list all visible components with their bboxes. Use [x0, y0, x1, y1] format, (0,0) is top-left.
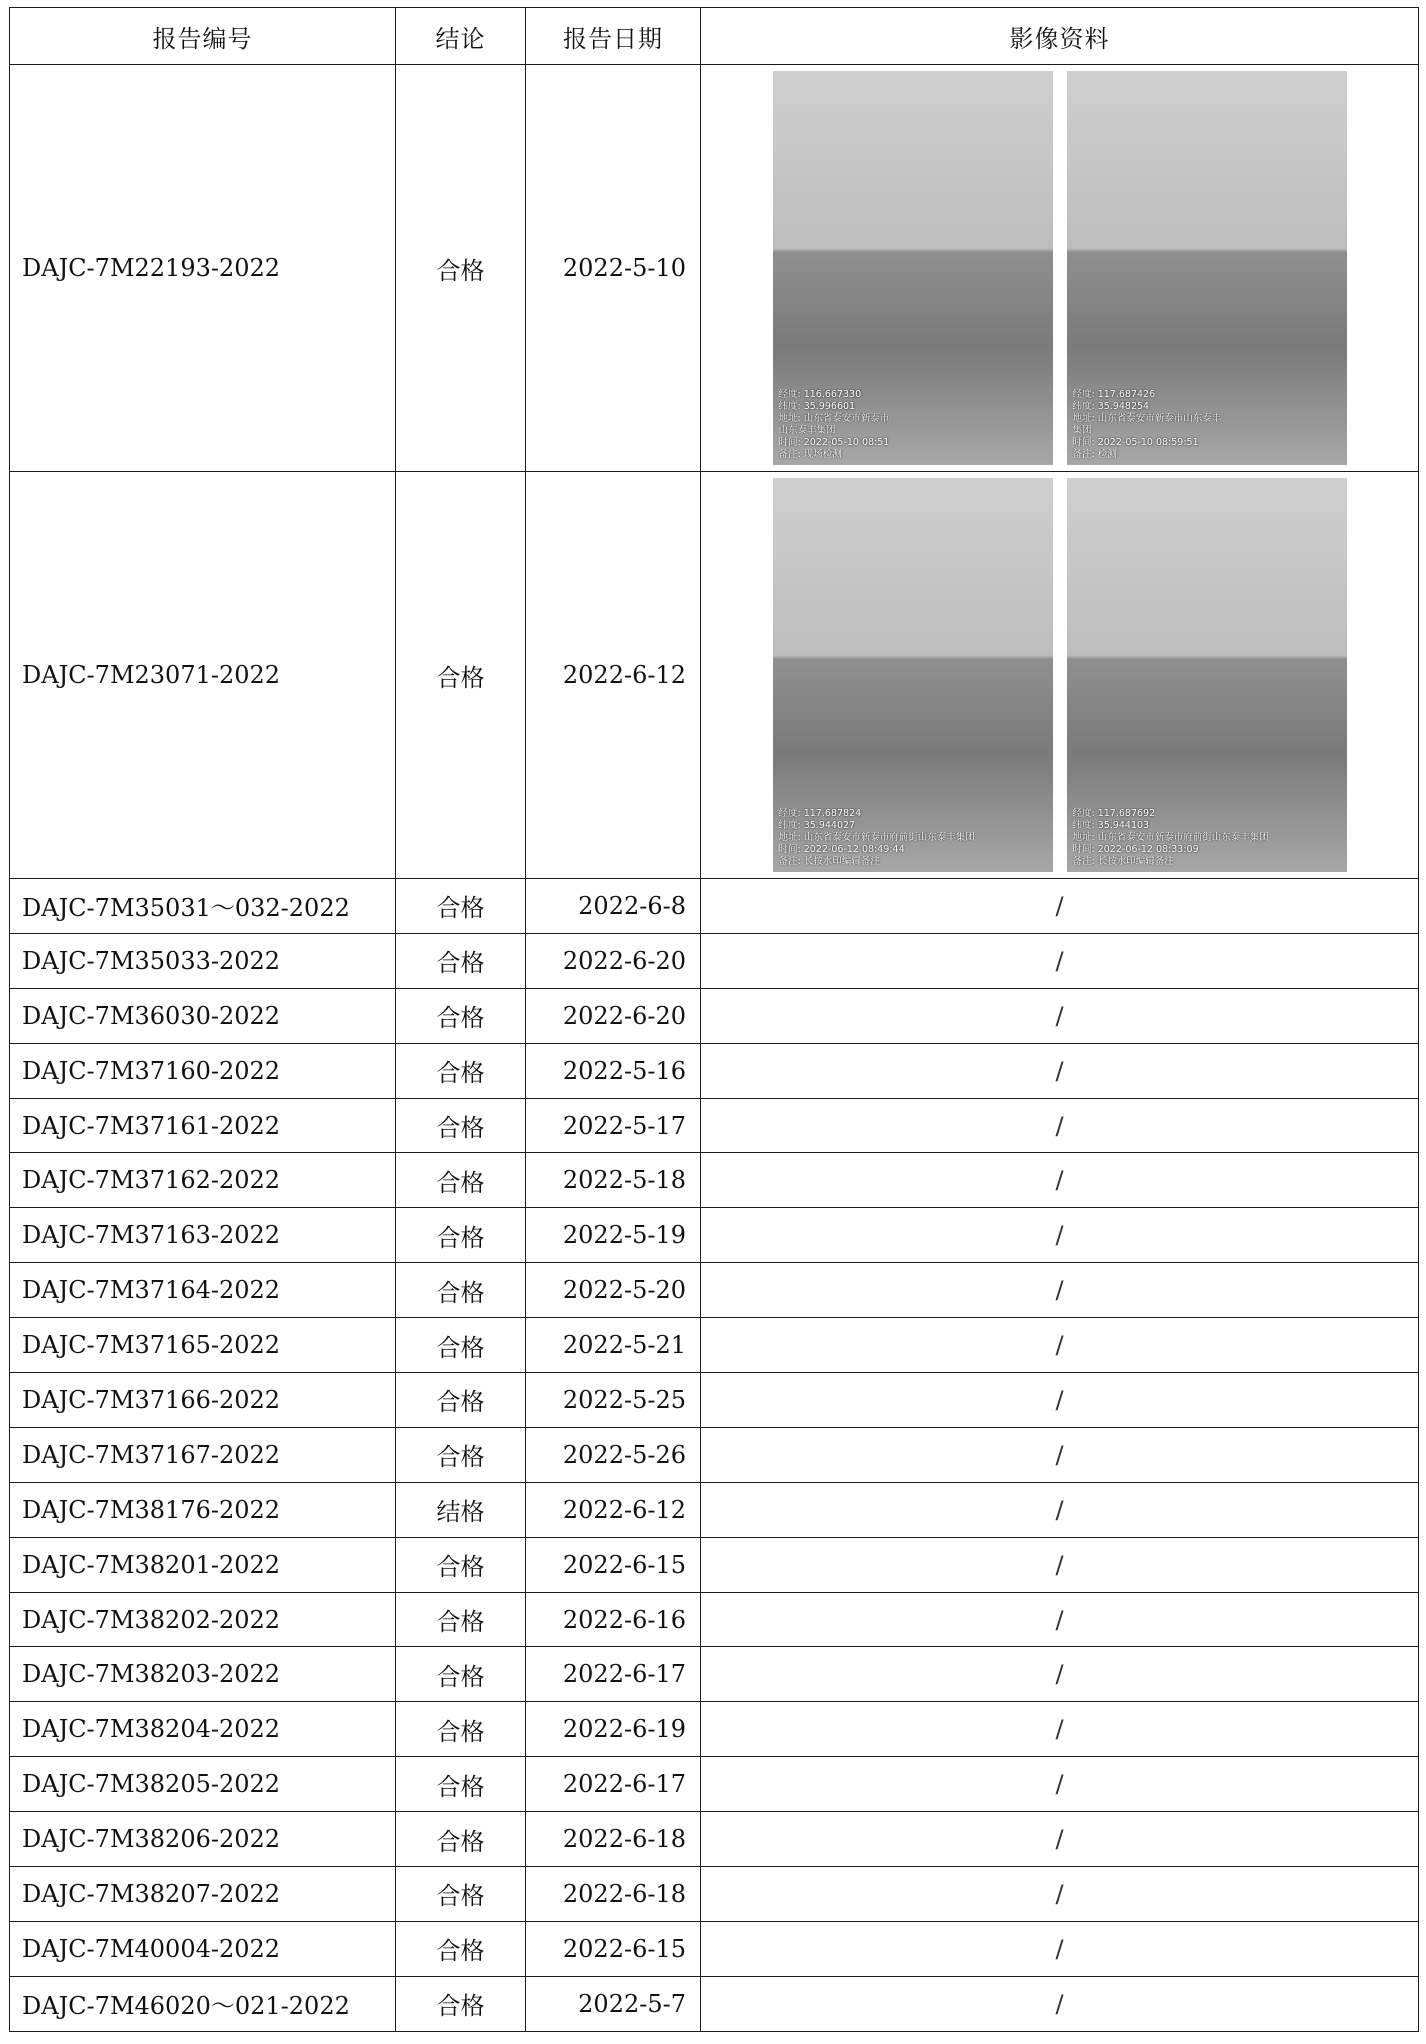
report-number: DAJC-7M35033-2022 — [10, 933, 396, 988]
report-number: DAJC-7M37161-2022 — [10, 1098, 396, 1153]
image-cell: / — [701, 1921, 1419, 1976]
watermark-line: 地址: 山东省泰安市新泰市 — [778, 413, 890, 424]
table-row — [10, 1921, 1419, 1976]
header-image-data: 影像资料 — [701, 8, 1419, 65]
image-cell: / — [701, 1373, 1419, 1428]
site-photo — [1067, 478, 1347, 872]
result-cell: 合格 — [396, 1647, 526, 1702]
report-date: 2022-5-21 — [526, 1318, 701, 1373]
result-cell: 合格 — [396, 1592, 526, 1647]
watermark-line: 时间: 2022-06-12 08:33:09 — [1072, 844, 1199, 855]
table-row — [10, 1318, 1419, 1373]
report-number: DAJC-7M37163-2022 — [10, 1208, 396, 1263]
site-photo — [1067, 71, 1347, 465]
report-date: 2022-6-18 — [526, 1812, 701, 1867]
watermark-line: 地址: 山东省泰安市新泰市府前街山东泰丰集团 — [778, 832, 975, 843]
report-date: 2022-6-19 — [526, 1702, 701, 1757]
watermark-line: 地址: 山东省泰安市新泰市山东泰丰 — [1072, 413, 1222, 424]
image-cell: / — [701, 1976, 1419, 2031]
table-row — [10, 1976, 1419, 2031]
image-cell: / — [701, 1427, 1419, 1482]
watermark-line: 备注: 检测 — [1072, 449, 1117, 460]
watermark-line: 集团 — [1072, 425, 1092, 436]
report-number: DAJC-7M38206-2022 — [10, 1812, 396, 1867]
image-cell — [701, 65, 1419, 472]
result-cell: 合格 — [396, 1098, 526, 1153]
report-date: 2022-6-8 — [526, 879, 701, 934]
result-cell: 合格 — [396, 988, 526, 1043]
table-row — [10, 1153, 1419, 1208]
result-cell: 合格 — [396, 933, 526, 988]
watermark-line: 经度: 117.687426 — [1072, 389, 1156, 400]
watermark-line: 纬度: 35.948254 — [1072, 401, 1150, 412]
photo-group — [701, 478, 1418, 872]
report-date: 2022-5-16 — [526, 1043, 701, 1098]
report-number: DAJC-7M38204-2022 — [10, 1702, 396, 1757]
result-cell: 合格 — [396, 879, 526, 934]
result-cell: 合格 — [396, 1263, 526, 1318]
report-date: 2022-5-10 — [526, 65, 701, 472]
report-number: DAJC-7M38176-2022 — [10, 1482, 396, 1537]
site-photo — [773, 478, 1053, 872]
watermark-line: 纬度: 35.996601 — [778, 401, 856, 412]
report-date: 2022-6-20 — [526, 933, 701, 988]
result-cell: 合格 — [396, 1208, 526, 1263]
image-cell: / — [701, 1867, 1419, 1922]
watermark-line: 山东泰丰集团 — [778, 425, 836, 436]
report-number: DAJC-7M23071-2022 — [10, 472, 396, 879]
header-report-date: 报告日期 — [526, 8, 701, 65]
result-cell: 合格 — [396, 1043, 526, 1098]
result-cell: 结格 — [396, 1482, 526, 1537]
header-result: 结论 — [396, 8, 526, 65]
watermark-line: 纬度: 35.944103 — [1072, 820, 1150, 831]
report-number: DAJC-7M37164-2022 — [10, 1263, 396, 1318]
result-cell: 合格 — [396, 1702, 526, 1757]
photo-group — [701, 71, 1418, 465]
report-date: 2022-5-20 — [526, 1263, 701, 1318]
image-cell: / — [701, 988, 1419, 1043]
watermark-line: 经度: 117.687824 — [778, 808, 862, 819]
report-date: 2022-6-17 — [526, 1757, 701, 1812]
header-report-no: 报告编号 — [10, 8, 396, 65]
table-row — [10, 1867, 1419, 1922]
report-date: 2022-6-20 — [526, 988, 701, 1043]
watermark-line: 备注: 现场检测 — [778, 449, 842, 460]
watermark-line: 经度: 116.667330 — [778, 389, 862, 400]
report-date: 2022-5-25 — [526, 1373, 701, 1428]
report-date: 2022-6-15 — [526, 1921, 701, 1976]
report-number: DAJC-7M35031～032-2022 — [10, 879, 396, 934]
photo-watermark — [779, 389, 890, 461]
table-body — [10, 65, 1419, 2032]
table-row — [10, 1208, 1419, 1263]
report-number: DAJC-7M36030-2022 — [10, 988, 396, 1043]
result-cell: 合格 — [396, 1921, 526, 1976]
result-cell: 合格 — [396, 1867, 526, 1922]
report-number: DAJC-7M38205-2022 — [10, 1757, 396, 1812]
report-date: 2022-5-17 — [526, 1098, 701, 1153]
table-row — [10, 1482, 1419, 1537]
table-row — [10, 1098, 1419, 1153]
result-cell: 合格 — [396, 1318, 526, 1373]
table-row — [10, 933, 1419, 988]
table-header-row — [10, 8, 1419, 65]
image-cell: / — [701, 933, 1419, 988]
report-date: 2022-6-12 — [526, 1482, 701, 1537]
report-number: DAJC-7M38207-2022 — [10, 1867, 396, 1922]
watermark-line: 纬度: 35.944027 — [778, 820, 856, 831]
report-number: DAJC-7M38202-2022 — [10, 1592, 396, 1647]
image-cell: / — [701, 1318, 1419, 1373]
watermark-line: 时间: 2022-05-10 08:51 — [778, 437, 890, 448]
report-number: DAJC-7M22193-2022 — [10, 65, 396, 472]
report-date: 2022-5-18 — [526, 1153, 701, 1208]
table-row — [10, 1373, 1419, 1428]
result-cell: 合格 — [396, 1537, 526, 1592]
result-cell: 合格 — [396, 1427, 526, 1482]
watermark-line: 时间: 2022-06-12 08:49:44 — [778, 844, 905, 855]
table-row — [10, 1702, 1419, 1757]
table-row — [10, 65, 1419, 472]
watermark-line: 经度: 117.687692 — [1072, 808, 1156, 819]
report-date: 2022-6-12 — [526, 472, 701, 879]
report-number: DAJC-7M37162-2022 — [10, 1153, 396, 1208]
watermark-line: 地址: 山东省泰安市新泰市府前街山东泰丰集团 — [1072, 832, 1269, 843]
table-row — [10, 1812, 1419, 1867]
result-cell: 合格 — [396, 1812, 526, 1867]
result-cell: 合格 — [396, 1976, 526, 2031]
table-row — [10, 1757, 1419, 1812]
table-row — [10, 1043, 1419, 1098]
image-cell: / — [701, 1263, 1419, 1318]
report-number: DAJC-7M37167-2022 — [10, 1427, 396, 1482]
report-date: 2022-6-16 — [526, 1592, 701, 1647]
photo-watermark — [779, 808, 975, 868]
image-cell — [701, 472, 1419, 879]
image-cell: / — [701, 1043, 1419, 1098]
result-cell: 合格 — [396, 1373, 526, 1428]
result-cell: 合格 — [396, 472, 526, 879]
report-date: 2022-6-17 — [526, 1647, 701, 1702]
report-date: 2022-6-15 — [526, 1537, 701, 1592]
image-cell: / — [701, 1592, 1419, 1647]
report-number: DAJC-7M37166-2022 — [10, 1373, 396, 1428]
image-cell: / — [701, 1208, 1419, 1263]
table-row — [10, 1263, 1419, 1318]
watermark-line: 备注: 长按水印编辑备注 — [1072, 856, 1174, 867]
table-row — [10, 879, 1419, 934]
report-number: DAJC-7M40004-2022 — [10, 1921, 396, 1976]
report-number: DAJC-7M37160-2022 — [10, 1043, 396, 1098]
result-cell: 合格 — [396, 1757, 526, 1812]
report-date: 2022-5-7 — [526, 1976, 701, 2031]
result-cell: 合格 — [396, 65, 526, 472]
report-date: 2022-5-19 — [526, 1208, 701, 1263]
report-date: 2022-5-26 — [526, 1427, 701, 1482]
watermark-line: 备注: 长按水印编辑备注 — [778, 856, 880, 867]
report-date: 2022-6-18 — [526, 1867, 701, 1922]
report-number: DAJC-7M38203-2022 — [10, 1647, 396, 1702]
photo-watermark — [1073, 389, 1222, 461]
report-table — [9, 7, 1419, 2032]
table-row — [10, 1537, 1419, 1592]
watermark-line: 时间: 2022-05-10 08:59:51 — [1072, 437, 1199, 448]
table-row — [10, 1592, 1419, 1647]
image-cell: / — [701, 1702, 1419, 1757]
report-number: DAJC-7M46020～021-2022 — [10, 1976, 396, 2031]
image-cell: / — [701, 1482, 1419, 1537]
image-cell: / — [701, 1098, 1419, 1153]
image-cell: / — [701, 1153, 1419, 1208]
result-cell: 合格 — [396, 1153, 526, 1208]
table-row — [10, 1647, 1419, 1702]
site-photo — [773, 71, 1053, 465]
report-number: DAJC-7M37165-2022 — [10, 1318, 396, 1373]
image-cell: / — [701, 1812, 1419, 1867]
photo-watermark — [1073, 808, 1269, 868]
table-row — [10, 988, 1419, 1043]
image-cell: / — [701, 1647, 1419, 1702]
image-cell: / — [701, 1537, 1419, 1592]
table-row — [10, 1427, 1419, 1482]
image-cell: / — [701, 1757, 1419, 1812]
table-row — [10, 472, 1419, 879]
report-number: DAJC-7M38201-2022 — [10, 1537, 396, 1592]
image-cell: / — [701, 879, 1419, 934]
